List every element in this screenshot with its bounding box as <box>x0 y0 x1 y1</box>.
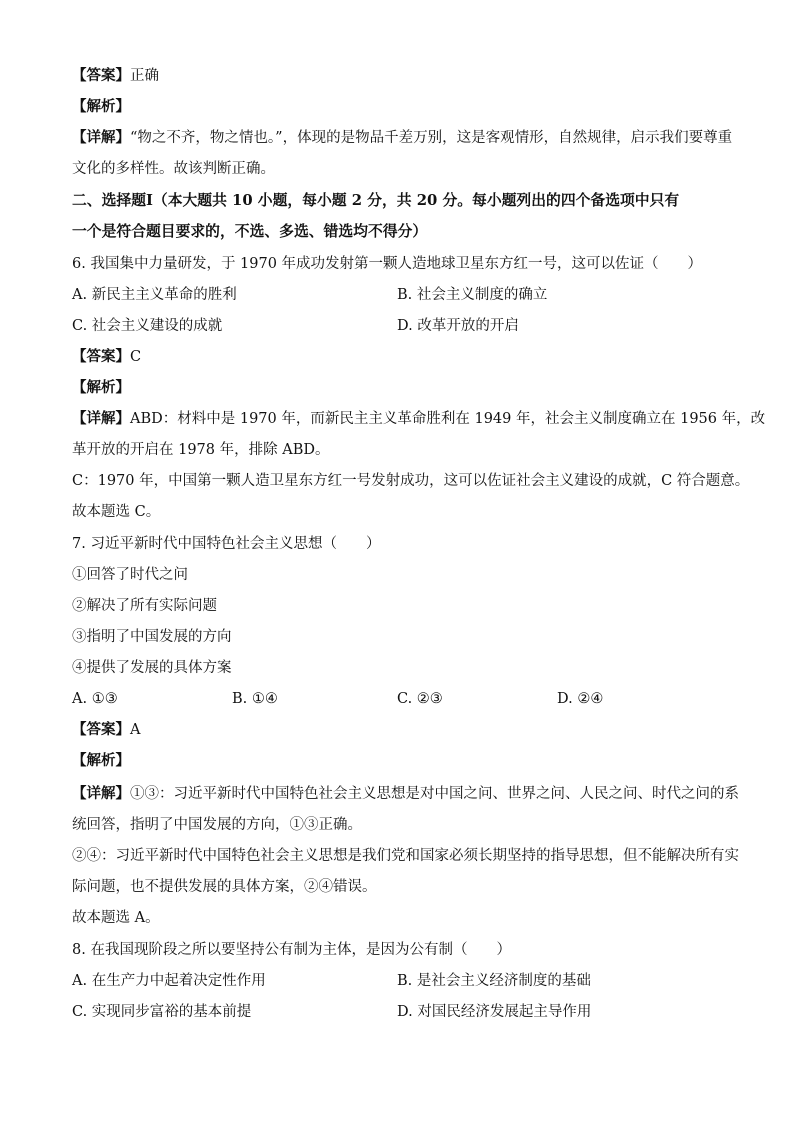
q7-detail-line4: 际问题，也不提供发展的具体方案，②④错误。 <box>72 879 377 895</box>
detail-tag: 【详解】 <box>72 129 130 146</box>
q8-option-c: C. 实现同步富裕的基本前提 <box>72 1004 252 1020</box>
q7-item-2: ②解决了所有实际问题 <box>72 598 217 614</box>
q8-option-a: A. 在生产力中起着决定性作用 <box>72 973 266 989</box>
answer-tag: 【答案】 <box>72 67 130 84</box>
q7-item-3: ③指明了中国发展的方向 <box>72 629 232 645</box>
q6-detail-line1 <box>72 409 765 429</box>
answer-value: 正确 <box>130 68 159 84</box>
q8-option-b: B. 是社会主义经济制度的基础 <box>397 973 591 989</box>
q6-detail-line3: C：1970 年，中国第一颗人造卫星东方红一号发射成功，这可以佐证社会主义建设的成就，C 符合题意。 <box>72 473 750 489</box>
answer-value: A <box>130 722 141 738</box>
q6-stem: 6. 我国集中力量研发，于 1970 年成功发射第一颗人造地球卫星东方红一号，这可以佐证（ ） <box>72 256 703 272</box>
q7-item-1: ①回答了时代之问 <box>72 567 188 583</box>
q7-stem: 7. 习近平新时代中国特色社会主义思想（ ） <box>72 536 381 552</box>
q6-option-c: C. 社会主义建设的成就 <box>72 318 223 334</box>
detail-tag: 【详解】 <box>72 785 130 802</box>
detail-text: “物之不齐，物之情也。”，体现的是物品千差万别，这是客观情形，自然规律，启示我们要尊重 <box>130 130 733 146</box>
q7-option-b: B. ①④ <box>232 691 278 707</box>
answer-tag: 【答案】 <box>72 348 130 365</box>
q5-analysis-tag: 【解析】 <box>72 98 130 115</box>
detail-text: ABD：材料中是 1970 年，而新民主主义革命胜利在 1949 年，社会主义制度确立在 1956 年，改 <box>130 411 766 427</box>
q8-option-d: D. 对国民经济发展起主导作用 <box>397 1004 592 1020</box>
q7-option-a: A. ①③ <box>72 691 118 707</box>
answer-tag: 【答案】 <box>72 721 130 738</box>
q6-option-d: D. 改革开放的开启 <box>397 318 519 334</box>
q6-option-b: B. 社会主义制度的确立 <box>397 287 548 303</box>
q7-detail-line2: 统回答，指明了中国发展的方向，①③正确。 <box>72 817 362 833</box>
q6-answer <box>72 347 141 367</box>
q6-analysis-tag: 【解析】 <box>72 379 130 396</box>
q5-detail-line1 <box>72 128 732 148</box>
section-heading-line2: 一个是符合题目要求的，不选、多选、错选均不得分） <box>72 223 428 240</box>
q7-option-d: D. ②④ <box>557 691 604 707</box>
section-heading-line1: 二、选择题Ⅰ（本大题共 10 小题，每小题 2 分，共 20 分。每小题列出的四个备选项中只有 <box>72 192 680 209</box>
detail-tag: 【详解】 <box>72 410 130 427</box>
q7-item-4: ④提供了发展的具体方案 <box>72 660 232 676</box>
q6-option-a: A. 新民主主义革命的胜利 <box>72 287 237 303</box>
q7-detail-line1 <box>72 784 739 804</box>
q7-answer <box>72 720 140 740</box>
q7-detail-line3: ②④：习近平新时代中国特色社会主义思想是我们党和国家必须长期坚持的指导思想，但不能解决所有实 <box>72 848 739 864</box>
q8-stem: 8. 在我国现阶段之所以要坚持公有制为主体，是因为公有制（ ） <box>72 942 511 958</box>
q7-conclusion: 故本题选 A。 <box>72 910 160 926</box>
q7-option-c: C. ②③ <box>397 691 443 707</box>
q5-detail-line2: 文化的多样性。故该判断正确。 <box>72 161 275 177</box>
detail-text: ①③：习近平新时代中国特色社会主义思想是对中国之问、世界之问、人民之问、时代之问的系 <box>130 786 739 802</box>
q7-analysis-tag: 【解析】 <box>72 752 130 769</box>
q6-conclusion: 故本题选 C。 <box>72 504 161 520</box>
q6-detail-line2: 革开放的开启在 1978 年，排除 ABD。 <box>72 442 330 458</box>
answer-value: C <box>130 349 142 365</box>
q5-answer <box>72 66 159 86</box>
